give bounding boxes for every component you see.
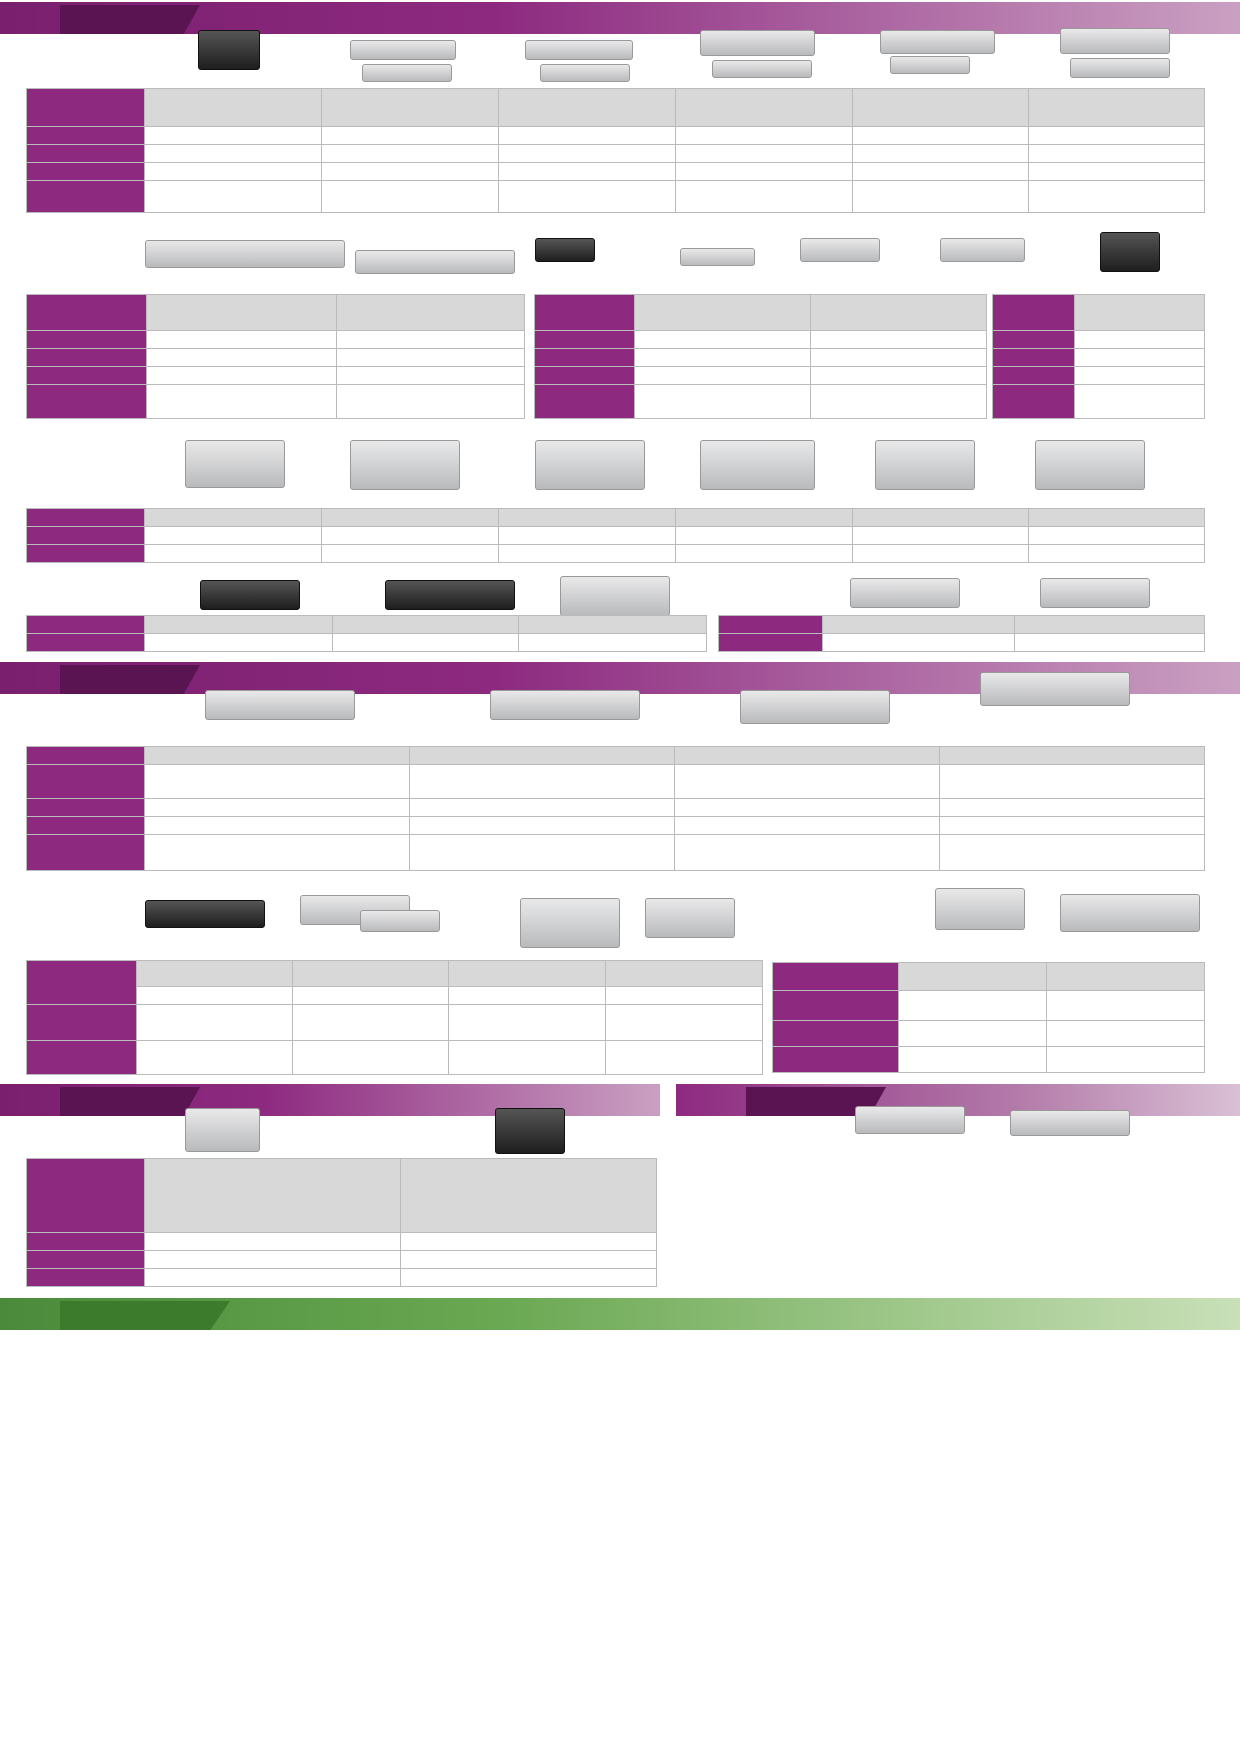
product-image: [940, 238, 1025, 262]
table-cell: [635, 295, 811, 331]
table-cell: [635, 367, 811, 385]
table-cell: [145, 1233, 401, 1251]
table-header-row: [27, 1159, 657, 1233]
table-header-row: [773, 963, 1205, 991]
table-cell: [27, 163, 145, 181]
table-row: [27, 385, 525, 419]
table-cell: [145, 1159, 401, 1233]
table-cell: [322, 509, 499, 527]
table-cell: [401, 1251, 657, 1269]
table-cell: [519, 616, 707, 634]
table-cell: [773, 1021, 899, 1047]
table-header-row: [993, 295, 1205, 331]
table-cell: [27, 367, 147, 385]
table-row: [27, 163, 1205, 181]
table-cell: [145, 89, 322, 127]
table-cell: [676, 89, 853, 127]
table-cell: [535, 367, 635, 385]
table-cell: [293, 1041, 449, 1075]
table-row: [993, 331, 1205, 349]
table-cell: [606, 987, 763, 1005]
table-cell: [535, 331, 635, 349]
product-image: [205, 690, 355, 720]
table-cell: [27, 1159, 145, 1233]
table-cell: [635, 385, 811, 419]
product-image: [935, 888, 1025, 930]
table-row: [27, 331, 525, 349]
table-cell: [410, 835, 675, 871]
table-cell: [940, 799, 1205, 817]
table-cell: [940, 817, 1205, 835]
spec-table: [772, 962, 1205, 1073]
table-cell: [499, 127, 676, 145]
table-row: [27, 349, 525, 367]
table-cell: [1029, 145, 1205, 163]
table-cell: [535, 385, 635, 419]
table-cell: [899, 1047, 1047, 1073]
product-image: [700, 440, 815, 490]
table-cell: [410, 799, 675, 817]
table-row: [27, 367, 525, 385]
table-cell: [401, 1269, 657, 1287]
table-cell: [676, 181, 853, 213]
table-row: [993, 349, 1205, 367]
table-row: [27, 145, 1205, 163]
maglock-standard-table: [26, 88, 1204, 213]
table-header-row: [27, 295, 525, 331]
table-cell: [811, 349, 987, 367]
spec-table: [26, 746, 1205, 871]
table-cell: [333, 634, 519, 652]
cabinet-lock-table: [26, 1158, 656, 1287]
table-row: [27, 181, 1205, 213]
table-cell: [1029, 127, 1205, 145]
lz-bracket-table: [26, 508, 1204, 563]
product-image: [712, 60, 812, 78]
table-cell: [449, 1041, 606, 1075]
table-row: [27, 1005, 763, 1041]
table-cell: [499, 545, 676, 563]
table-cell: [27, 181, 145, 213]
table-cell: [27, 349, 147, 367]
table-cell: [1029, 545, 1205, 563]
product-image: [185, 1108, 260, 1152]
product-image: [680, 248, 755, 266]
table-row: [773, 1021, 1205, 1047]
table-cell: [410, 747, 675, 765]
table-cell: [145, 799, 410, 817]
table-header-row: [27, 616, 707, 634]
table-cell: [1047, 1047, 1205, 1073]
table-cell: [137, 1041, 293, 1075]
table-cell: [993, 295, 1075, 331]
table-cell: [322, 545, 499, 563]
table-cell: [993, 385, 1075, 419]
table-cell: [773, 991, 899, 1021]
table-cell: [27, 127, 145, 145]
table-cell: [676, 527, 853, 545]
table-cell: [719, 616, 823, 634]
table-row: [27, 835, 1205, 871]
table-cell: [27, 89, 145, 127]
product-image: [800, 238, 880, 262]
table-cell: [27, 1251, 145, 1269]
table-row: [27, 127, 1205, 145]
spec-table: [992, 294, 1205, 419]
table-cell: [322, 89, 499, 127]
product-image: [495, 1108, 565, 1154]
table-cell: [823, 616, 1015, 634]
table-row: [27, 817, 1205, 835]
table-cell: [499, 163, 676, 181]
table-cell: [773, 1047, 899, 1073]
table-cell: [993, 349, 1075, 367]
table-cell: [773, 963, 899, 991]
table-cell: [27, 1041, 137, 1075]
table-cell: [27, 509, 145, 527]
table-row: [27, 799, 1205, 817]
table-cell: [676, 145, 853, 163]
table-cell: [137, 961, 293, 987]
table-cell: [811, 367, 987, 385]
table-cell: [899, 1021, 1047, 1047]
product-image: [350, 40, 456, 60]
product-image: [185, 440, 285, 488]
table-row: [993, 367, 1205, 385]
table-cell: [675, 765, 940, 799]
table-cell: [145, 817, 410, 835]
product-image: [1070, 58, 1170, 78]
table-cell: [853, 163, 1029, 181]
table-cell: [676, 163, 853, 181]
table-cell: [322, 527, 499, 545]
section-title-maglock: [60, 5, 200, 34]
maglock-outdoor-table: [534, 294, 986, 419]
product-image: [1040, 578, 1150, 608]
table-cell: [145, 545, 322, 563]
product-image: [362, 64, 452, 82]
table-row: [27, 1251, 657, 1269]
table-cell: [322, 163, 499, 181]
table-cell: [145, 616, 333, 634]
table-cell: [1029, 163, 1205, 181]
table-cell: [675, 799, 940, 817]
table-cell: [27, 799, 145, 817]
table-header-row: [27, 961, 763, 987]
bolt-table: [26, 746, 1204, 871]
table-row: [719, 634, 1205, 652]
table-cell: [853, 527, 1029, 545]
table-cell: [675, 747, 940, 765]
product-image: [880, 30, 995, 54]
table-cell: [293, 1005, 449, 1041]
product-image: [700, 30, 815, 56]
table-cell: [337, 349, 525, 367]
product-image: [535, 440, 645, 490]
product-image: [740, 690, 890, 724]
table-cell: [811, 385, 987, 419]
product-image: [198, 30, 260, 70]
table-cell: [519, 634, 707, 652]
product-image: [355, 250, 515, 274]
table-cell: [675, 817, 940, 835]
table-cell: [27, 385, 147, 419]
table-cell: [811, 295, 987, 331]
table-cell: [606, 1005, 763, 1041]
table-cell: [27, 527, 145, 545]
table-cell: [337, 295, 525, 331]
table-header-row: [27, 747, 1205, 765]
bolt-bracket-table: [26, 960, 762, 1075]
table-cell: [499, 509, 676, 527]
table-cell: [145, 1251, 401, 1269]
table-cell: [1029, 527, 1205, 545]
table-cell: [1075, 385, 1205, 419]
table-cell: [811, 331, 987, 349]
table-cell: [449, 987, 606, 1005]
table-cell: [1047, 991, 1205, 1021]
section-title-card: [60, 1301, 230, 1330]
table-cell: [27, 331, 147, 349]
table-cell: [27, 1005, 137, 1041]
table-row: [27, 1269, 657, 1287]
table-cell: [899, 963, 1047, 991]
table-cell: [719, 634, 823, 652]
table-row: [27, 527, 1205, 545]
table-header-row: [719, 616, 1205, 634]
table-cell: [940, 747, 1205, 765]
table-cell: [145, 765, 410, 799]
table-cell: [853, 89, 1029, 127]
table-cell: [137, 987, 293, 1005]
table-row: [773, 991, 1205, 1021]
table-cell: [449, 961, 606, 987]
table-cell: [853, 509, 1029, 527]
table-cell: [145, 835, 410, 871]
product-image: [850, 578, 960, 608]
table-cell: [853, 145, 1029, 163]
table-cell: [1029, 181, 1205, 213]
table-cell: [27, 634, 145, 652]
table-row: [27, 1233, 657, 1251]
product-image: [1060, 28, 1170, 54]
section-title-cabinet: [60, 1087, 200, 1116]
table-row: [993, 385, 1205, 419]
table-cell: [337, 367, 525, 385]
table-cell: [899, 991, 1047, 1021]
table-cell: [853, 545, 1029, 563]
table-row: [535, 367, 987, 385]
table-cell: [606, 1041, 763, 1075]
table-cell: [322, 181, 499, 213]
product-image: [145, 900, 265, 928]
table-cell: [676, 545, 853, 563]
product-image: [855, 1106, 965, 1134]
table-row: [535, 349, 987, 367]
product-image: [1100, 232, 1160, 272]
table-cell: [1075, 295, 1205, 331]
table-row: [535, 331, 987, 349]
product-image: [645, 898, 735, 938]
table-cell: [337, 331, 525, 349]
spec-table: [26, 1158, 657, 1287]
table-cell: [993, 331, 1075, 349]
table-header-row: [535, 295, 987, 331]
spec-table: [26, 88, 1205, 213]
table-cell: [322, 127, 499, 145]
table-cell: [27, 1233, 145, 1251]
spec-table: [534, 294, 987, 419]
product-image: [385, 580, 515, 610]
table-cell: [940, 835, 1205, 871]
table-cell: [27, 817, 145, 835]
product-image: [1060, 894, 1200, 932]
product-image: [980, 672, 1130, 706]
table-cell: [940, 765, 1205, 799]
section-title-bolt: [60, 665, 200, 694]
section-bar-maglock: [0, 2, 1240, 34]
product-image: [360, 910, 440, 932]
table-row: [773, 1047, 1205, 1073]
table-cell: [499, 181, 676, 213]
spec-table: [26, 960, 763, 1075]
table-cell: [27, 765, 145, 799]
table-cell: [145, 181, 322, 213]
table-cell: [27, 961, 137, 1005]
table-cell: [410, 817, 675, 835]
table-cell: [675, 835, 940, 871]
table-cell: [147, 349, 337, 367]
table-cell: [823, 634, 1015, 652]
table-cell: [410, 765, 675, 799]
table-cell: [145, 1269, 401, 1287]
table-cell: [27, 747, 145, 765]
product-image: [145, 240, 345, 268]
product-image: [200, 580, 300, 610]
table-cell: [676, 127, 853, 145]
table-cell: [145, 127, 322, 145]
product-image: [540, 64, 630, 82]
table-cell: [676, 509, 853, 527]
em-automatic-door-table: [772, 962, 1204, 1073]
table-cell: [499, 89, 676, 127]
iron-plate-bracket-table: [718, 615, 1204, 652]
table-cell: [635, 331, 811, 349]
product-image: [535, 238, 595, 262]
spec-table: [718, 615, 1205, 652]
table-cell: [1015, 634, 1205, 652]
spec-table: [26, 294, 525, 419]
table-cell: [993, 367, 1075, 385]
table-cell: [145, 634, 333, 652]
product-image: [1010, 1110, 1130, 1136]
table-row: [27, 545, 1205, 563]
table-cell: [27, 616, 145, 634]
table-cell: [147, 295, 337, 331]
table-cell: [635, 349, 811, 367]
table-cell: [499, 527, 676, 545]
table-cell: [535, 295, 635, 331]
table-cell: [27, 295, 147, 331]
table-cell: [147, 367, 337, 385]
table-cell: [145, 527, 322, 545]
product-image: [350, 440, 460, 490]
table-cell: [293, 961, 449, 987]
table-cell: [337, 385, 525, 419]
spec-table: [26, 615, 707, 652]
table-cell: [145, 145, 322, 163]
u-glass-table: [26, 615, 706, 652]
table-cell: [27, 835, 145, 871]
product-image: [520, 898, 620, 948]
table-cell: [27, 145, 145, 163]
table-cell: [449, 1005, 606, 1041]
table-cell: [1047, 963, 1205, 991]
table-row: [27, 1041, 763, 1075]
table-cell: [333, 616, 519, 634]
table-cell: [27, 1269, 145, 1287]
section-bar-card: [0, 1298, 1240, 1330]
table-cell: [293, 987, 449, 1005]
table-cell: [1029, 509, 1205, 527]
table-cell: [1075, 349, 1205, 367]
table-cell: [1075, 367, 1205, 385]
table-cell: [535, 349, 635, 367]
table-cell: [853, 127, 1029, 145]
table-cell: [27, 545, 145, 563]
table-cell: [145, 163, 322, 181]
table-row: [535, 385, 987, 419]
table-cell: [1015, 616, 1205, 634]
table-cell: [606, 961, 763, 987]
table-cell: [499, 145, 676, 163]
product-image: [490, 690, 640, 720]
table-cell: [401, 1159, 657, 1233]
table-cell: [1075, 331, 1205, 349]
product-image: [875, 440, 975, 490]
table-cell: [401, 1233, 657, 1251]
table-cell: [147, 385, 337, 419]
product-image: [890, 56, 970, 74]
spec-table: [26, 508, 1205, 563]
table-header-row: [27, 509, 1205, 527]
table-header-row: [27, 89, 1205, 127]
product-image: [560, 576, 670, 616]
maglock-double-table: [26, 294, 524, 419]
table-cell: [145, 509, 322, 527]
table-cell: [1047, 1021, 1205, 1047]
table-row: [27, 634, 707, 652]
table-cell: [322, 145, 499, 163]
product-image: [525, 40, 633, 60]
product-image: [1035, 440, 1145, 490]
table-cell: [853, 181, 1029, 213]
table-row: [27, 765, 1205, 799]
table-cell: [137, 1005, 293, 1041]
table-cell: [1029, 89, 1205, 127]
table-cell: [147, 331, 337, 349]
table-sub-row: [27, 987, 763, 1005]
table-cell: [145, 747, 410, 765]
maglock-doorhold-table: [992, 294, 1204, 419]
